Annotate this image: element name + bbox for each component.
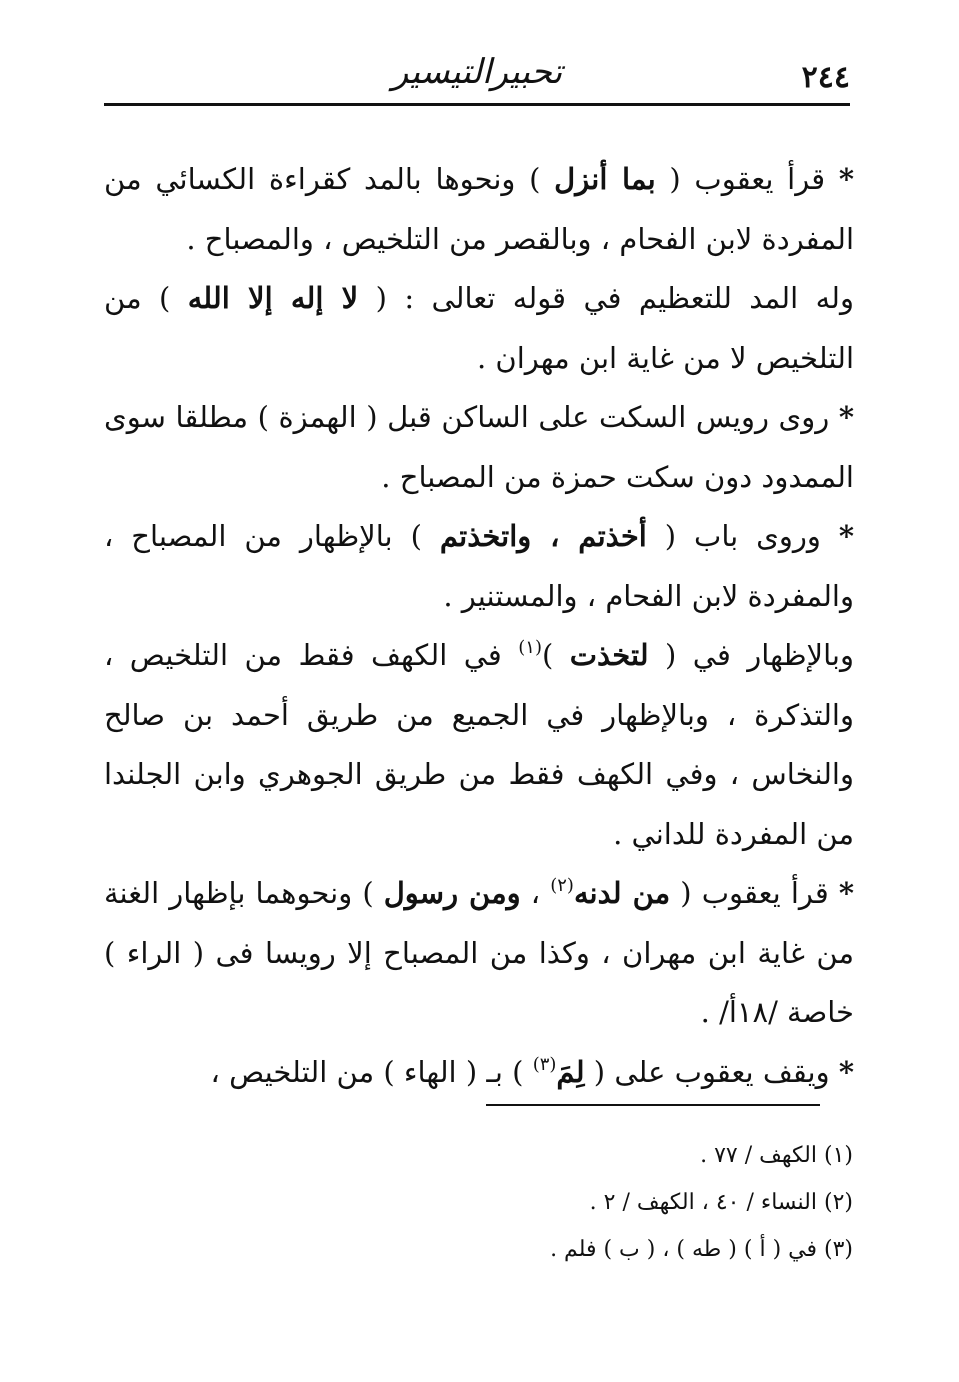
footnote-item: (٣) في ( أ ) ( طه ) ، ( ب ) فلم .: [550, 1237, 853, 1262]
footnotes: [153, 1132, 853, 1273]
footnote-ref: (٣): [532, 1053, 557, 1075]
text-run: ) ونحوها بالمد كقراءة الكسائي من المفردة لابن الفحام ، وبالقصر من التلخيص ، والمصباح .: [104, 162, 854, 256]
quran-word: من لدنه: [573, 876, 671, 910]
quran-word: لِمَ: [556, 1054, 585, 1089]
main-text: [104, 150, 854, 1102]
paragraph-star-marker: *: [838, 162, 855, 196]
text-run: ،: [520, 876, 551, 910]
paragraph: [104, 507, 854, 626]
quran-word: لا إله إلا الله: [187, 281, 359, 315]
footnote-ref: (١): [518, 637, 542, 658]
quran-word: بما أنزل: [554, 162, 656, 196]
paragraph-star-marker: *: [838, 519, 854, 553]
text-run: روى رويس السكت على الساكن قبل ( الهمزة ) مطلقا سوى الممدود دون سكت حمزة من المصباح .: [104, 400, 854, 494]
paragraph: [104, 626, 854, 864]
text-run: وبالإظهار في (: [648, 638, 854, 672]
paragraph: [104, 269, 854, 388]
text-run: وروى باب (: [646, 519, 839, 553]
text-run: ) ونحوهما بإظهار الغنة من غاية ابن مهران ، وكذا من المصباح إلا رويسا فى ( الراء ) خاصة /١٨أ/ .: [104, 876, 854, 1029]
quran-word: ومن رسول: [383, 876, 521, 910]
text-run: في الكهف فقط من التلخيص ، والتذكرة ، وبالإظهار في الجميع من طريق أحمد بن صالح والنخاس ، وفي الكهف فقط من طريق الجوهري وابن الجلندا من المفردة للداني .: [104, 638, 854, 851]
paragraph-star-marker: *: [838, 876, 854, 910]
text-run: ) بالإظهار من المصباح ، والمفردة لابن الفحام ، والمستنير .: [104, 519, 854, 613]
paragraph-star-marker: *: [838, 400, 854, 434]
footnote-ref: (٢): [550, 875, 574, 896]
text-run: وله المد للتعظيم في قوله تعالى : (: [358, 281, 854, 315]
paragraph: [104, 1043, 854, 1103]
text-run: قرأ يعقوب (: [655, 162, 839, 196]
paragraph: [104, 864, 854, 1043]
paragraph: [104, 150, 854, 269]
text-run: ) بـ ( الهاء ) من التلخيص ،: [210, 1054, 533, 1089]
paragraph: [104, 388, 854, 507]
book-title: تحبيرالتيسير: [391, 52, 563, 92]
page-number: ٢٤٤: [801, 60, 850, 95]
paragraph-star-marker: *: [838, 1054, 854, 1089]
page-header: [104, 52, 850, 104]
text-run: قرأ يعقوب (: [670, 876, 839, 910]
quran-word: لتخذت: [569, 638, 649, 672]
footnote-rule: [486, 1104, 820, 1106]
text-run: ويقف يعقوب على (: [584, 1054, 839, 1089]
text-run: ): [541, 638, 570, 672]
header-rule: [104, 103, 850, 106]
footnote-item: (١) الكهف / ٧٧ .: [700, 1143, 853, 1168]
footnote-item: (٢) النساء / ٤٠ ، الكهف / ٢ .: [589, 1190, 853, 1215]
quran-word: أخذتم ، واتخذتم: [439, 519, 647, 553]
text-run: ) من التلخيص لا من غاية ابن مهران .: [104, 281, 854, 375]
